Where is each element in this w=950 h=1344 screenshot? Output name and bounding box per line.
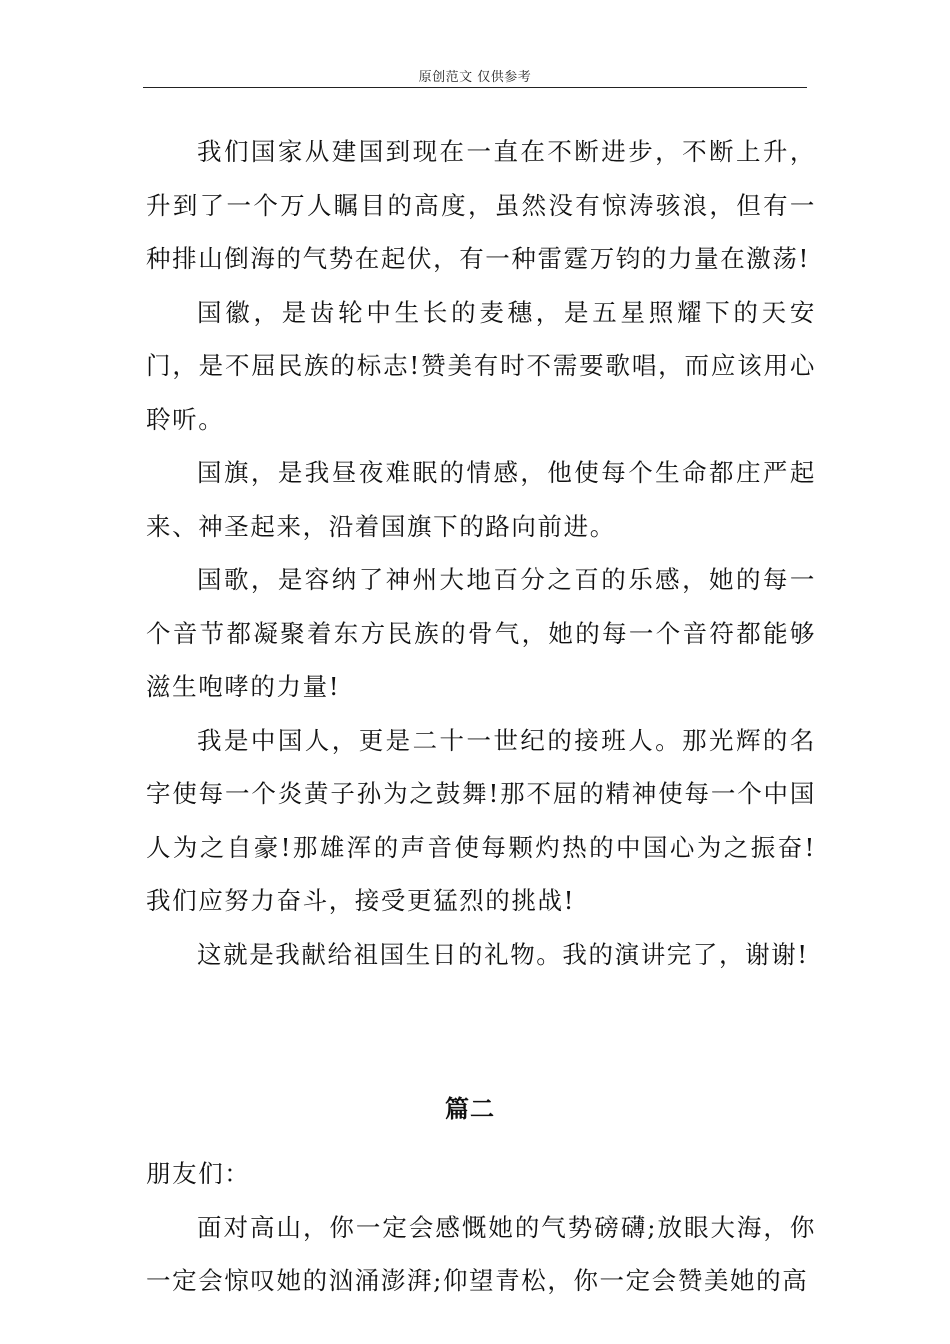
section-spacer <box>146 981 816 1089</box>
greeting: 朋友们： <box>146 1159 251 1188</box>
paragraph-national-flag: 国旗，是我昼夜难眠的情感，他使每个生命都庄严起来、神圣起来，沿着国旗下的路向前进。 <box>146 458 816 541</box>
paragraph-chinese-people: 我是中国人，更是二十一世纪的接班人。那光辉的名字使每一个炎黄子孙为之鼓舞!那不屈的精神使每一个中国人为之自豪!那雄浑的声音使每颗灼热的中国心为之振奋!我们应努力奋斗，接受更猛烈的挑战! <box>146 725 816 915</box>
header-text: 原创范文 仅供参考 <box>418 70 532 85</box>
paragraph-progress: 我们国家从建国到现在一直在不断进步，不断上升，升到了一个万人瞩目的高度，虽然没有惊涛骇浪，但有一种排山倒海的气势在起伏，有一种雷霆万钧的力量在激荡! <box>146 137 816 273</box>
paragraph-mountains-sea: 面对高山，你一定会感慨她的气势磅礴;放眼大海，你一定会惊叹她的汹涌澎湃;仰望青松，你一定会赞美她的高 <box>146 1212 816 1295</box>
document-body <box>146 125 816 1308</box>
paragraph-closing: 这就是我献给祖国生日的礼物。我的演讲完了，谢谢! <box>197 939 809 969</box>
paragraph-national-emblem: 国徽，是齿轮中生长的麦穗，是五星照耀下的天安门，是不屈民族的标志!赞美有时不需要歌唱，而应该用心聆听。 <box>146 297 816 434</box>
section-title: 篇二 <box>445 1094 495 1123</box>
paragraph-national-anthem: 国歌，是容纳了神州大地百分之百的乐感，她的每一个音节都凝聚着东方民族的骨气，她的每一个音符都能够滋生咆哮的力量! <box>146 565 816 701</box>
page-header <box>143 66 807 88</box>
